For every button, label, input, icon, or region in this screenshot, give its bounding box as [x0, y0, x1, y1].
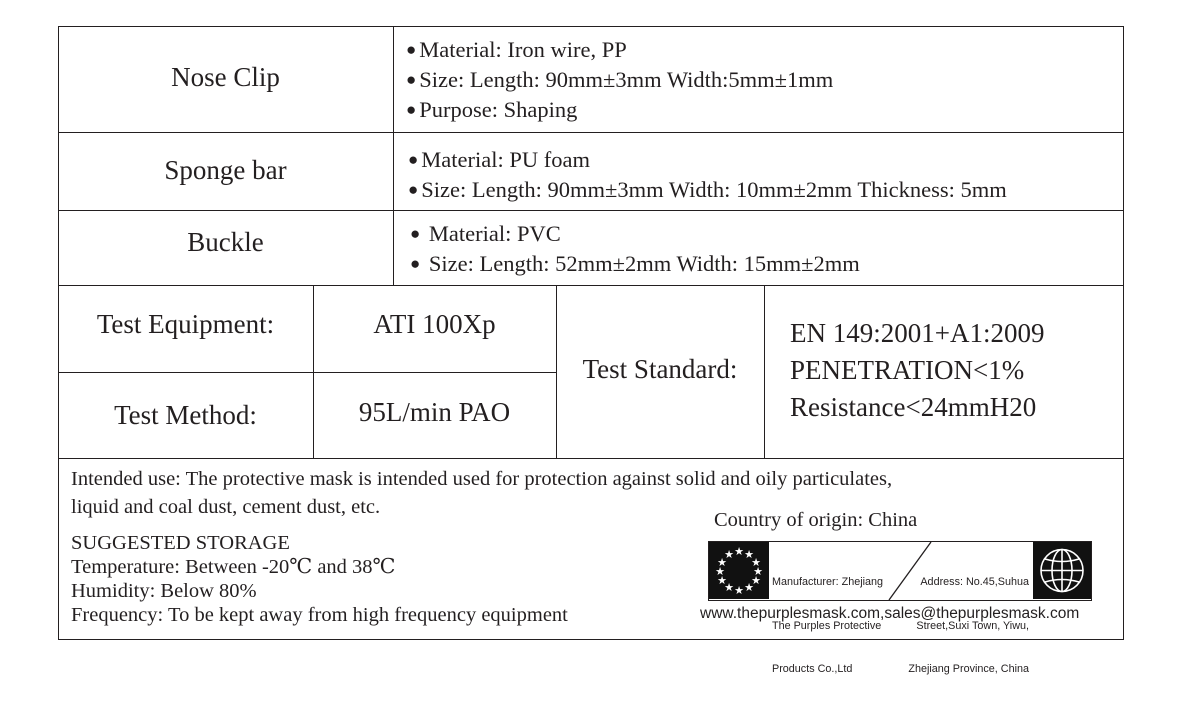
component-name-buckle: Buckle [187, 227, 264, 257]
intended-use-line: liquid and coal dust, cement dust, etc. [71, 496, 381, 518]
test-standard-values [790, 315, 1044, 426]
storage-humidity: Humidity: Below 80% [71, 580, 257, 602]
bullet-icon: ● [408, 150, 419, 169]
intended-use-line: Intended use: The protective mask is intended used for protection against solid and oily particulates, [71, 468, 893, 490]
bullet-icon: ● [406, 100, 417, 119]
svg-text:★: ★ [753, 565, 763, 578]
standard-line: Resistance<24mmH20 [790, 392, 1037, 422]
globe-icon [1033, 542, 1091, 599]
row-divider-5 [58, 458, 1124, 459]
bullet-icon: ● [410, 224, 421, 243]
svg-text:★: ★ [734, 584, 744, 597]
svg-text:★: ★ [717, 574, 727, 587]
svg-text:★: ★ [717, 556, 727, 569]
test-equipment-value: ATI 100Xp [373, 309, 496, 339]
svg-text:★: ★ [724, 581, 734, 594]
svg-text:★: ★ [734, 545, 744, 558]
bullet-icon: ● [408, 180, 419, 199]
row-divider-1 [58, 132, 1124, 133]
spec-line: ● Size: Length: 52mm±2mm Width: 15mm±2mm [410, 251, 860, 276]
bullet-icon: ● [410, 254, 421, 273]
component-specs-buckle [410, 220, 860, 280]
spec-line: ● Purpose: Shaping [406, 97, 578, 122]
test-standard-label: Test Standard: [582, 354, 738, 384]
storage-temperature: Temperature: Between -20℃ and 38℃ [71, 556, 396, 578]
component-specs-nose-clip [406, 36, 833, 126]
storage-block [71, 531, 568, 627]
manufacturer-text: Manufacturer: Zhejiang The Purples Protective Products Co.,Ltd [772, 576, 884, 675]
bullet-icon: ● [406, 40, 417, 59]
row-divider-3 [58, 285, 1124, 286]
standard-line: PENETRATION<1% [790, 355, 1025, 385]
spec-line: ● Material: Iron wire, PP [406, 37, 627, 62]
spec-line: ● Material: PU foam [408, 147, 590, 172]
test-equipment-label: Test Equipment: [96, 309, 275, 339]
svg-text:★: ★ [751, 556, 761, 569]
spec-line: ● Material: PVC [410, 221, 561, 246]
address-text: Address: No.45,Suhua Street,Suxi Town, Yiwu, Zhejiang Province, China [908, 576, 1029, 675]
country-of-origin: Country of origin: China [714, 509, 918, 531]
component-name-sponge-bar: Sponge bar [164, 155, 287, 185]
storage-heading: SUGGESTED STORAGE [71, 532, 290, 554]
component-specs-sponge-bar [408, 146, 1007, 206]
row-divider-2 [58, 210, 1124, 211]
svg-text:★: ★ [744, 581, 754, 594]
svg-text:★: ★ [724, 548, 734, 561]
contact-line: www.thepurplesmask.com,sales@thepurplesmask.com [700, 605, 1080, 622]
row-divider-4 [58, 372, 556, 373]
storage-frequency: Frequency: To be kept away from high frequency equipment [71, 604, 568, 626]
svg-text:★: ★ [715, 565, 725, 578]
col-divider-test-3 [764, 285, 765, 458]
test-method-label: Test Method: [114, 400, 257, 430]
svg-text:★: ★ [751, 574, 761, 587]
col-divider-components [393, 26, 394, 285]
spec-line: ● Size: Length: 90mm±3mm Width: 10mm±2mm Thickness: 5mm [408, 177, 1007, 202]
spec-line: ● Size: Length: 90mm±3mm Width:5mm±1mm [406, 67, 834, 92]
bullet-icon: ● [406, 70, 417, 89]
standard-line: EN 149:2001+A1:2009 [790, 318, 1045, 348]
svg-text:★: ★ [744, 548, 754, 561]
test-method-value: 95L/min PAO [358, 397, 511, 427]
component-name-nose-clip: Nose Clip [171, 62, 280, 92]
